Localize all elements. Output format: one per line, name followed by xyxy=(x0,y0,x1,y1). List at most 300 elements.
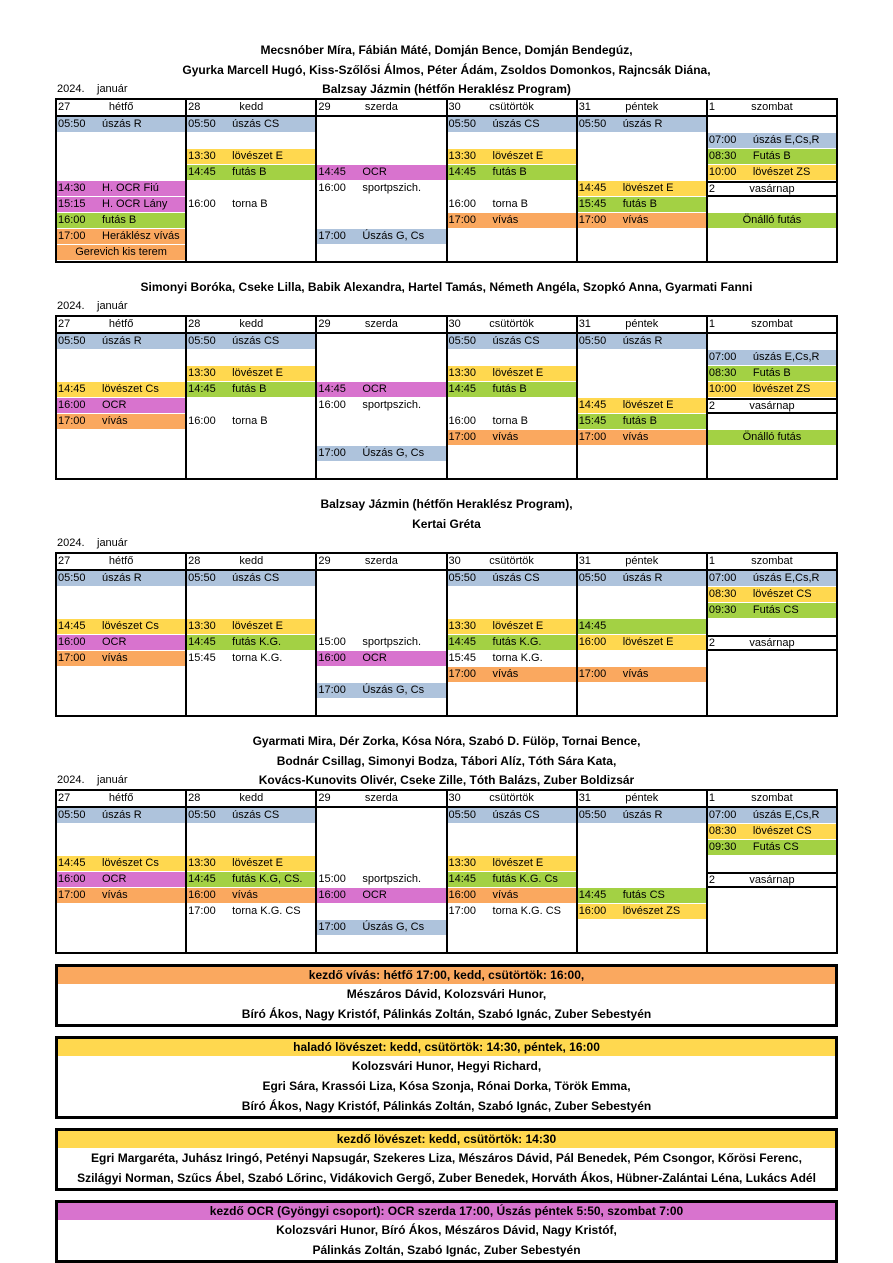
activity-time: 16:00 xyxy=(58,214,86,226)
activity-label: futás B xyxy=(492,383,527,395)
activity-cell xyxy=(317,181,445,197)
activity-time: 17:00 xyxy=(58,415,86,427)
activity-label: lövészet E xyxy=(232,620,283,632)
activity-cell xyxy=(57,197,185,213)
day-number: 28 xyxy=(188,792,201,804)
activity-cell xyxy=(448,808,576,824)
activity-label: futás CS xyxy=(622,889,665,901)
activity-time: 05:50 xyxy=(448,118,477,130)
activity-cell xyxy=(708,571,836,587)
day-column-csütörtök xyxy=(448,317,578,478)
day-name: szombat xyxy=(751,101,793,113)
day-name: szerda xyxy=(364,101,398,113)
day-column-hétfő xyxy=(57,791,187,952)
notice-header: haladó lövészet: kedd, csütörtök: 14:30, péntek, 16:00 xyxy=(58,1039,835,1056)
activity-cell xyxy=(187,149,315,165)
day-number: 31 xyxy=(578,555,591,567)
activity-cell xyxy=(448,856,576,872)
day-name: vasárnap xyxy=(749,400,795,412)
activity-cell xyxy=(578,430,706,446)
activity-cell xyxy=(708,840,836,856)
activity-cell xyxy=(187,856,315,872)
activity-cell xyxy=(708,165,836,181)
empty-cell xyxy=(578,133,706,149)
activity-time: 16:00 xyxy=(58,636,86,648)
activity-time: 08:30 xyxy=(708,367,737,379)
day-number: 30 xyxy=(448,555,461,567)
empty-cell xyxy=(578,824,706,840)
empty-cell xyxy=(578,603,706,619)
activity-time: 07:00 xyxy=(708,809,737,821)
activity-cell xyxy=(448,430,576,446)
month-label: január xyxy=(97,537,128,549)
empty-cell xyxy=(57,430,185,446)
activity-cell xyxy=(448,635,576,651)
activity-cell xyxy=(448,619,576,635)
day-number: 2 xyxy=(708,400,715,412)
day-column-péntek xyxy=(578,100,708,261)
empty-cell xyxy=(57,936,185,952)
day-column-péntek xyxy=(578,554,708,715)
activity-time: 05:50 xyxy=(448,572,477,584)
activity-label: vívás xyxy=(102,415,128,427)
activity-label: H. OCR Fiú xyxy=(102,182,159,194)
activity-label: Úszás G, Cs xyxy=(362,684,425,696)
empty-cell xyxy=(448,398,576,414)
day-number: 28 xyxy=(188,555,201,567)
notice-names-line: Bíró Ákos, Nagy Kristóf, Pálinkás Zoltán, Szabó Ignác, Zuber Sebestyén xyxy=(241,1099,652,1113)
activity-label: vívás xyxy=(232,889,258,901)
activity-label: Futás CS xyxy=(752,841,799,853)
activity-time: 17:00 xyxy=(318,230,346,242)
empty-cell xyxy=(57,446,185,462)
activity-label: úszás R xyxy=(622,335,663,347)
activity-cell xyxy=(57,856,185,872)
day-column-szerda xyxy=(317,554,447,715)
activity-cell xyxy=(708,382,836,398)
day-header xyxy=(57,100,185,117)
activity-label: Futás B xyxy=(752,150,791,162)
empty-cell xyxy=(448,133,576,149)
activity-cell xyxy=(57,229,185,245)
inline-title: Kovács-Kunovits Olivér, Cseke Zille, Tóth Balázs, Zuber Boldizsár xyxy=(258,773,635,787)
activity-label: OCR xyxy=(102,399,127,411)
activity-label: sportpszich. xyxy=(362,873,422,885)
empty-cell xyxy=(317,117,445,133)
activity-time: 05:50 xyxy=(448,335,477,347)
day-header xyxy=(448,317,576,334)
empty-cell xyxy=(57,350,185,366)
activity-cell xyxy=(317,920,445,936)
activity-cell xyxy=(708,350,836,366)
activity-label: H. OCR Lány xyxy=(102,198,168,210)
activity-time: 05:50 xyxy=(578,572,607,584)
activity-label: Úszás G, Cs xyxy=(362,230,425,242)
activity-cell xyxy=(578,117,706,133)
day-column-hétfő xyxy=(57,317,187,478)
day-name: szerda xyxy=(364,555,398,567)
activity-time: 15:45 xyxy=(578,198,607,210)
date-line xyxy=(55,771,838,789)
activity-label: vívás xyxy=(492,431,519,443)
empty-cell xyxy=(448,683,576,699)
empty-cell xyxy=(57,133,185,149)
day-header xyxy=(317,100,445,117)
activity-cell xyxy=(57,213,185,229)
activity-cell xyxy=(578,619,706,635)
day-name: csütörtök xyxy=(489,318,534,330)
activity-time: 08:30 xyxy=(708,150,737,162)
activity-label: futás K.G. Cs xyxy=(492,873,558,885)
day-name: vasárnap xyxy=(749,874,795,886)
group-names-title: Gyarmati Mira, Dér Zorka, Kósa Nóra, Szabó D. Fülöp, Tornai Bence, xyxy=(252,734,641,748)
activity-cell xyxy=(578,398,706,414)
day-number: 28 xyxy=(188,101,201,113)
day-number: 27 xyxy=(58,555,71,567)
day-name: csütörtök xyxy=(489,101,534,113)
activity-label: Futás CS xyxy=(752,604,799,616)
day-header xyxy=(187,100,315,117)
activity-label: OCR xyxy=(102,636,127,648)
activity-cell xyxy=(57,571,185,587)
activity-cell xyxy=(708,808,836,824)
activity-label: torna K.G. xyxy=(492,652,543,664)
activity-cell xyxy=(578,571,706,587)
activity-label: torna K.G. xyxy=(232,652,283,664)
year-label: 2024. xyxy=(57,774,85,786)
activity-cell xyxy=(708,603,836,619)
activity-time: 17:00 xyxy=(448,214,477,226)
week-table-2 xyxy=(55,315,838,480)
day-name: szombat xyxy=(751,792,793,804)
day-header xyxy=(578,100,706,117)
day-column-szerda xyxy=(317,317,447,478)
activity-cell: Önálló futás xyxy=(708,430,836,446)
empty-cell xyxy=(708,920,836,936)
activity-time: 14:45 xyxy=(578,889,607,901)
activity-label: úszás CS xyxy=(232,572,280,584)
activity-time: 15:45 xyxy=(578,415,607,427)
day-number: 29 xyxy=(318,555,331,567)
month-label: január xyxy=(97,300,128,312)
activity-time: 09:30 xyxy=(708,841,737,853)
activity-time: 05:50 xyxy=(188,572,216,584)
activity-label: OCR xyxy=(362,383,387,395)
notice-names-line: Bíró Ákos, Nagy Kristóf, Pálinkás Zoltán, Szabó Ignác, Zuber Sebestyén xyxy=(241,1007,652,1021)
day-name: csütörtök xyxy=(489,555,534,567)
activity-label: úszás CS xyxy=(232,809,280,821)
day-number: 2 xyxy=(708,183,715,195)
day-header xyxy=(448,100,576,117)
empty-cell xyxy=(578,245,706,261)
empty-cell xyxy=(317,840,445,856)
activity-cell xyxy=(448,571,576,587)
activity-label: lövészet E xyxy=(232,367,283,379)
empty-cell xyxy=(448,446,576,462)
activity-cell xyxy=(57,117,185,133)
empty-cell xyxy=(187,936,315,952)
activity-label: úszás E,Cs,R xyxy=(752,809,820,821)
day-name: vasárnap xyxy=(749,183,795,195)
empty-cell xyxy=(317,619,445,635)
day-header xyxy=(448,791,576,808)
day-number: 28 xyxy=(188,318,201,330)
activity-time: 15:00 xyxy=(318,873,346,885)
activity-time: 14:45 xyxy=(578,399,607,411)
day-column-csütörtök xyxy=(448,554,578,715)
notice-names-line: Egri Sára, Krassói Liza, Kósa Szonja, Rónai Dorka, Török Emma, xyxy=(262,1079,631,1093)
empty-cell xyxy=(187,229,315,245)
activity-time: 14:45 xyxy=(58,857,86,869)
activity-time: 08:30 xyxy=(708,588,737,600)
activity-label: futás K.G. xyxy=(492,636,542,648)
day-number: 1 xyxy=(708,555,715,567)
activity-time: 05:50 xyxy=(578,809,607,821)
activity-label: vívás xyxy=(622,431,649,443)
activity-time: 13:30 xyxy=(188,367,216,379)
activity-label: Futás B xyxy=(752,367,791,379)
empty-cell xyxy=(317,808,445,824)
activity-cell xyxy=(578,414,706,430)
notice-box-2 xyxy=(55,1036,838,1119)
empty-cell xyxy=(708,414,836,430)
activity-label: sportpszich. xyxy=(362,182,422,194)
activity-time: 17:00 xyxy=(58,889,86,901)
activity-cell xyxy=(578,181,706,197)
empty-cell xyxy=(317,334,445,350)
empty-cell xyxy=(578,382,706,398)
day-column-szerda xyxy=(317,100,447,261)
day-name: hétfő xyxy=(108,792,134,804)
activity-label: lövészet E xyxy=(622,182,674,194)
activity-time: 16:00 xyxy=(58,873,86,885)
activity-time: 15:45 xyxy=(188,652,216,664)
activity-cell xyxy=(708,366,836,382)
activity-cell xyxy=(57,888,185,904)
activity-time: 05:50 xyxy=(448,809,477,821)
activity-cell xyxy=(57,619,185,635)
activity-cell xyxy=(448,382,576,398)
activity-time: 17:00 xyxy=(448,905,477,917)
empty-cell xyxy=(187,213,315,229)
empty-cell xyxy=(448,603,576,619)
empty-cell xyxy=(448,936,576,952)
activity-time: 07:00 xyxy=(708,572,737,584)
day-header xyxy=(317,791,445,808)
empty-cell xyxy=(57,699,185,715)
month-label: január xyxy=(97,774,128,786)
activity-label: futás B xyxy=(232,166,267,178)
activity-time: 16:00 xyxy=(448,198,477,210)
empty-cell xyxy=(578,149,706,165)
empty-cell xyxy=(57,366,185,382)
day-column-péntek xyxy=(578,317,708,478)
notices xyxy=(55,964,838,1263)
activity-time: 05:50 xyxy=(58,118,86,130)
group-names-title: Gyurka Marcell Hugó, Kiss-Szőlősi Álmos, Péter Ádám, Zsoldos Domonkos, Rajncsák Diána, xyxy=(182,63,711,77)
empty-cell xyxy=(187,430,315,446)
month-label: január xyxy=(97,83,128,95)
activity-cell xyxy=(187,619,315,635)
activity-cell xyxy=(317,446,445,462)
empty-cell xyxy=(448,181,576,197)
day-column-szombat xyxy=(708,317,836,478)
activity-time: 05:50 xyxy=(188,809,216,821)
day-header xyxy=(57,791,185,808)
empty-cell xyxy=(578,350,706,366)
notice-names-line: Egri Margaréta, Juhász Iringó, Petényi Napsugár, Szekeres Liza, Mészáros Dávid, Pál Benedek, Pém Csongor, Kőrösi Ferenc, xyxy=(91,1151,802,1165)
empty-cell xyxy=(448,462,576,478)
day-name: kedd xyxy=(239,318,264,330)
day-number: 29 xyxy=(318,101,331,113)
activity-label: úszás CS xyxy=(492,335,540,347)
activity-cell xyxy=(708,133,836,149)
day-number: 27 xyxy=(58,101,71,113)
activity-time: 16:00 xyxy=(578,905,607,917)
activity-cell xyxy=(187,414,315,430)
activity-label: úszás CS xyxy=(492,809,540,821)
activity-cell xyxy=(317,872,445,888)
activity-cell xyxy=(578,808,706,824)
day-column-hétfő xyxy=(57,554,187,715)
empty-cell xyxy=(708,245,836,261)
activity-label: úszás R xyxy=(622,809,663,821)
empty-cell xyxy=(187,462,315,478)
activity-label: lövészet CS xyxy=(752,825,812,837)
activity-time: 17:00 xyxy=(578,431,607,443)
day-name: péntek xyxy=(625,555,659,567)
notice-names-line: Kolozsvári Hunor, Hegyi Richard, xyxy=(351,1059,542,1073)
activity-time: 16:00 xyxy=(188,415,216,427)
empty-cell xyxy=(317,133,445,149)
sunday-header xyxy=(708,181,836,197)
activity-cell xyxy=(448,197,576,213)
empty-cell xyxy=(57,587,185,603)
activity-label: lövészet E xyxy=(492,150,544,162)
activity-time: 05:50 xyxy=(578,118,607,130)
empty-cell xyxy=(317,350,445,366)
activity-cell xyxy=(708,824,836,840)
notice-names-line: Szilágyi Norman, Szűcs Ábel, Szabó Lőrinc, Vidákovich Gergő, Zuber Benedek, Horváth Ákos, Hübner-Zalántai Léna, Lukács Adél xyxy=(77,1171,816,1185)
activity-time: 14:45 xyxy=(58,383,86,395)
day-number: 30 xyxy=(448,792,461,804)
activity-time: 14:45 xyxy=(578,620,607,632)
day-column-kedd xyxy=(187,100,317,261)
activity-cell xyxy=(317,651,445,667)
empty-cell xyxy=(57,603,185,619)
activity-label: futás B xyxy=(492,166,527,178)
empty-cell xyxy=(708,699,836,715)
activity-label: futás B xyxy=(232,383,267,395)
day-header xyxy=(187,554,315,571)
activity-time: 17:00 xyxy=(318,921,346,933)
empty-cell xyxy=(317,699,445,715)
activity-time: 14:45 xyxy=(318,383,346,395)
activity-cell xyxy=(448,414,576,430)
activity-cell xyxy=(578,888,706,904)
activity-cell xyxy=(57,398,185,414)
activity-cell xyxy=(578,667,706,683)
activity-time: 14:45 xyxy=(188,873,216,885)
activity-cell xyxy=(187,571,315,587)
activity-label: Heráklész vívás xyxy=(102,230,180,242)
activity-cell xyxy=(448,149,576,165)
activity-cell xyxy=(708,149,836,165)
activity-cell xyxy=(57,334,185,350)
day-number: 31 xyxy=(578,101,591,113)
empty-cell xyxy=(317,603,445,619)
empty-cell xyxy=(187,398,315,414)
activity-time: 14:45 xyxy=(188,383,216,395)
activity-time: 17:00 xyxy=(578,668,607,680)
activity-cell xyxy=(448,651,576,667)
empty-cell xyxy=(317,462,445,478)
activity-label: vívás xyxy=(102,652,128,664)
activity-label: úszás R xyxy=(102,572,142,584)
day-column-kedd xyxy=(187,791,317,952)
day-header xyxy=(317,554,445,571)
day-header xyxy=(708,100,836,117)
activity-label: Úszás G, Cs xyxy=(362,921,425,933)
empty-cell xyxy=(448,920,576,936)
empty-cell xyxy=(578,651,706,667)
activity-cell xyxy=(578,334,706,350)
empty-cell xyxy=(57,683,185,699)
activity-time: 05:50 xyxy=(188,118,216,130)
activity-cell xyxy=(448,872,576,888)
empty-cell xyxy=(187,840,315,856)
activity-label: lövészet E xyxy=(492,367,544,379)
activity-label: lövészet E xyxy=(492,620,544,632)
empty-cell xyxy=(317,414,445,430)
activity-cell: Gerevich kis terem xyxy=(57,245,185,261)
activity-cell xyxy=(187,635,315,651)
empty-cell xyxy=(317,149,445,165)
empty-cell xyxy=(708,462,836,478)
day-header xyxy=(448,554,576,571)
empty-cell xyxy=(57,462,185,478)
activity-label: futás B xyxy=(622,415,657,427)
activity-cell xyxy=(317,398,445,414)
empty-cell xyxy=(578,840,706,856)
empty-cell xyxy=(57,165,185,181)
empty-cell xyxy=(187,181,315,197)
activity-time: 14:30 xyxy=(58,182,86,194)
day-name: péntek xyxy=(625,792,659,804)
empty-cell xyxy=(708,683,836,699)
activity-cell xyxy=(57,808,185,824)
day-name: kedd xyxy=(239,792,264,804)
notice-box-1 xyxy=(55,964,838,1027)
activity-label: úszás E,Cs,R xyxy=(752,572,820,584)
day-header xyxy=(187,317,315,334)
group-names-title: Mecsnóber Míra, Fábián Máté, Domján Bence, Domján Bendegúz, xyxy=(260,43,633,57)
day-header xyxy=(57,554,185,571)
empty-cell xyxy=(187,350,315,366)
empty-cell xyxy=(317,245,445,261)
empty-cell xyxy=(57,840,185,856)
activity-time: 07:00 xyxy=(708,351,737,363)
activity-cell xyxy=(57,382,185,398)
empty-cell xyxy=(578,872,706,888)
schedule-section-2 xyxy=(55,277,838,480)
day-number: 27 xyxy=(58,318,71,330)
empty-cell xyxy=(57,904,185,920)
activity-label xyxy=(623,619,706,634)
empty-cell xyxy=(317,213,445,229)
day-number: 2 xyxy=(708,874,715,886)
group-names-title: Simonyi Boróka, Cseke Lilla, Babik Alexandra, Hartel Tamás, Németh Angéla, Szopkó Anna, Gyarmati Fanni xyxy=(140,280,753,294)
